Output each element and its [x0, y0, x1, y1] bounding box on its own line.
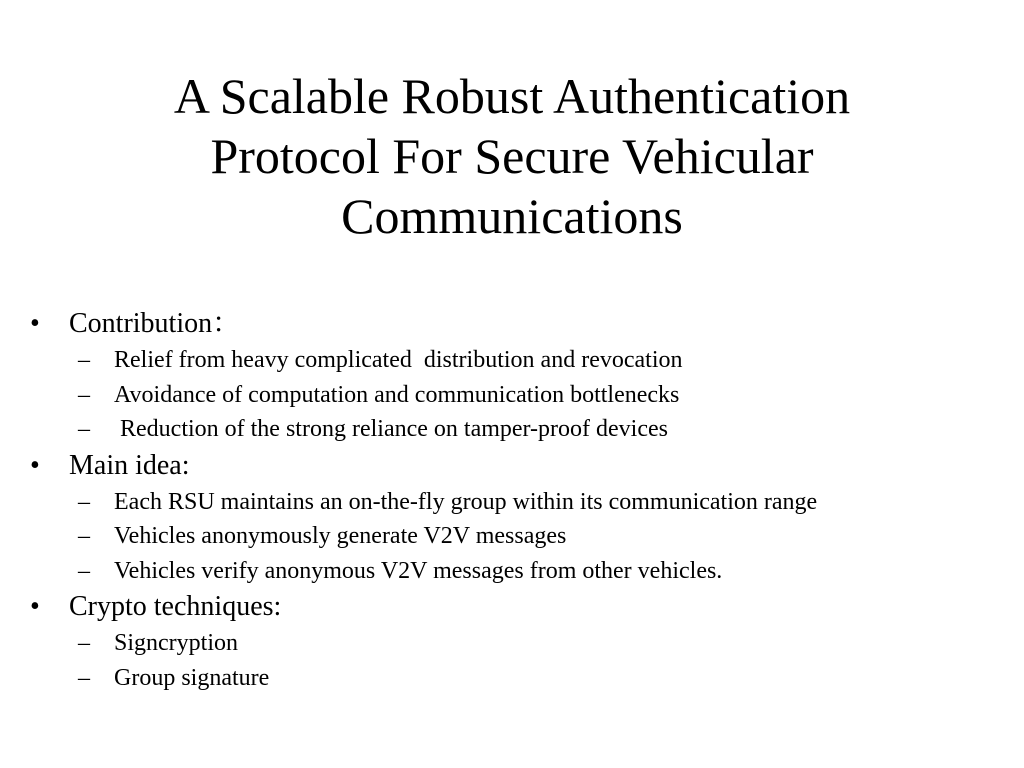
bullet-list — [0, 305, 1024, 695]
bullet-main-idea — [0, 447, 1024, 485]
sub-bullet — [0, 554, 1024, 589]
sub-bullet-text: Vehicles verify anonymous V2V messages from other vehicles. — [114, 557, 723, 584]
bullet-icon: • — [30, 449, 40, 481]
sub-bullet-text: Group signature — [114, 664, 270, 691]
sub-bullet-text: Reduction of the strong reliance on tamper-proof devices — [114, 416, 668, 442]
dash-icon: – — [78, 381, 90, 408]
dash-icon: – — [78, 488, 90, 515]
title-line-1: A Scalable Robust Authentication — [173, 68, 851, 124]
sub-bullet — [0, 485, 1024, 520]
sub-bullet — [0, 661, 1024, 696]
sub-bullet — [0, 626, 1024, 661]
slide-title — [60, 66, 964, 246]
sub-bullet-text: Signcryption — [114, 630, 238, 656]
sub-bullet — [0, 343, 1024, 378]
title-line-2: Protocol For Secure Vehicular — [210, 128, 814, 184]
bullet-heading: Main idea: — [69, 449, 190, 481]
sub-bullet — [0, 378, 1024, 413]
sub-bullet-text: Each RSU maintains an on-the-fly group within its communication range — [114, 488, 818, 515]
dash-icon: – — [78, 557, 90, 584]
bullet-heading: Crypto techniques: — [69, 591, 282, 622]
sub-bullet — [0, 519, 1024, 554]
dash-icon: – — [78, 664, 90, 691]
dash-icon: – — [78, 347, 90, 373]
bullet-icon: • — [30, 308, 40, 339]
dash-icon: – — [78, 630, 90, 656]
dash-icon: – — [78, 416, 90, 442]
bullet-contribution — [0, 305, 1024, 343]
sub-bullet-text: Vehicles anonymously generate V2V messages — [114, 523, 567, 549]
sub-bullet — [0, 412, 1024, 447]
sub-bullet-text: Avoidance of computation and communication bottlenecks — [114, 381, 680, 408]
dash-icon: – — [78, 523, 90, 549]
title-line-3: Communications — [341, 188, 683, 244]
bullet-icon: • — [30, 591, 40, 622]
sub-bullet-text: Relief from heavy complicated distribution and revocation — [114, 347, 683, 373]
bullet-heading: Contribution： — [69, 308, 241, 339]
bullet-crypto-techniques — [0, 588, 1024, 626]
